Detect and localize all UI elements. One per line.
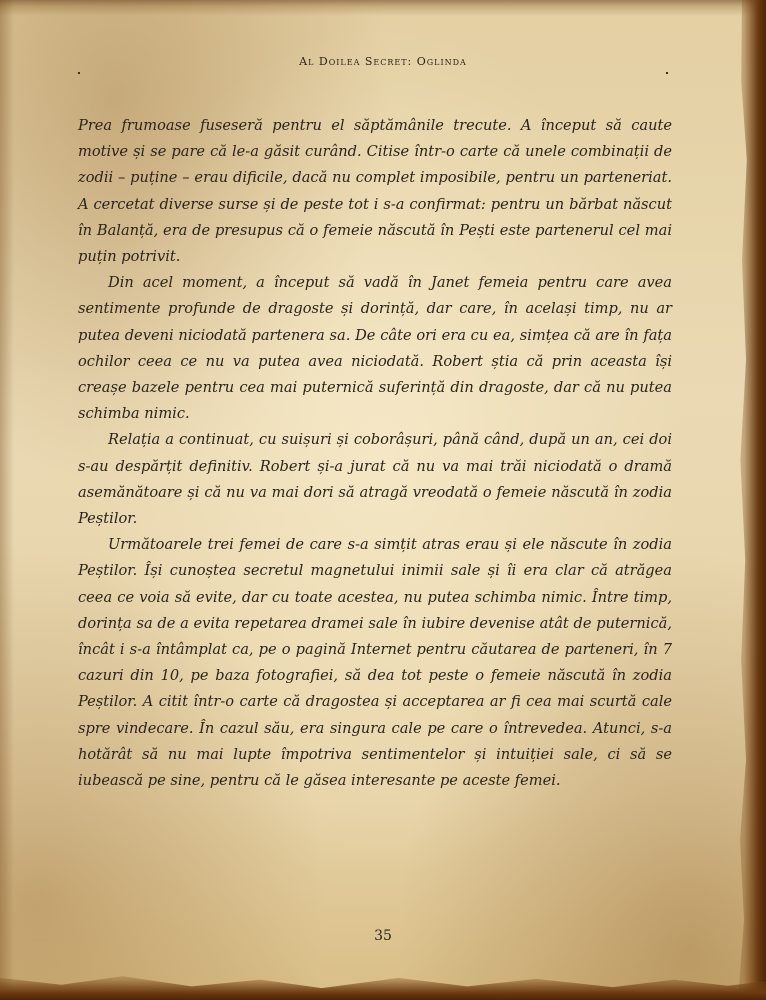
paragraph-2: Din acel moment, a început să vadă în Janet femeia pentru care avea sentimente profunde de dragoste și dorință, dar care, în același timp, nu ar putea deveni niciodată partenera sa. De câte ori era cu ea, simțea că are în fața ochilor ceea ce nu va putea avea niciodată. Robert știa că prin aceasta își creașe bazele pentru cea mai puternică suferință din dragoste, dar că nu putea schimba nimic. [78,274,672,423]
page-number: 35 [374,928,392,944]
running-header: Al Doilea Secret: Oglinda [299,55,467,68]
header-right-mark [666,72,668,74]
paragraph-4: Următoarele trei femei de care s-a simțit atras erau și ele născute în zodia Peștilor. Își cunoștea secretul magnetului inimii sale și îi era clar că atrăgea ceea ce voia să evite, dar cu toate acestea, nu putea schimba nimic. Între timp, dorința sa de a evita repetarea dramei sale în iubire devenise atât de puternică, încât i s-a întâmplat ca, pe o pagină Internet pentru căutarea de parteneri, în 7 cazuri din 10, pe baza fotografiei, să dea tot peste o femeie născută în zodia Peștilor. A citit într-o carte că dragostea și acceptarea ar fi cea mai scurtă cale spre vindecare. În cazul său, era singura cale pe care o întrevedea. Atunci, s-a hotărât să nu mai lupte împotriva sentimentelor și intuiției sale, ci să se iubească pe sine, pentru că le găsea interesante pe aceste femei. [78,536,672,790]
burnt-right-edge [726,0,766,1000]
burnt-top-edge [0,0,766,16]
burnt-bottom-edge [0,966,766,1000]
body-text [78,113,672,794]
burnt-left-edge [0,0,14,1000]
header-left-mark [78,72,80,74]
paragraph-1: Prea frumoase fuseseră pentru el săptămânile trecute. A început să caute motive și se pare că le-a găsit curând. Citise într-o carte că unele combinații de zodii – puține – erau dificile, dacă nu complet imposibile, pentru un parteneriat. A cercetat diverse surse și de peste tot i s-a confirmat: pentru un bărbat născut în Balanță, era de presupus că o femeie născută în Pești este partenerul cel mai puțin potrivit. [78,117,672,266]
paragraph-3: Relația a continuat, cu suișuri și coborâșuri, până când, după un an, cei doi s-au despărțit definitiv. Robert și-a jurat că nu va mai trăi niciodată o dramă asemănătoare și că nu va mai dori să atragă vreodată o femeie născută în zodia Peștilor. [78,431,672,528]
